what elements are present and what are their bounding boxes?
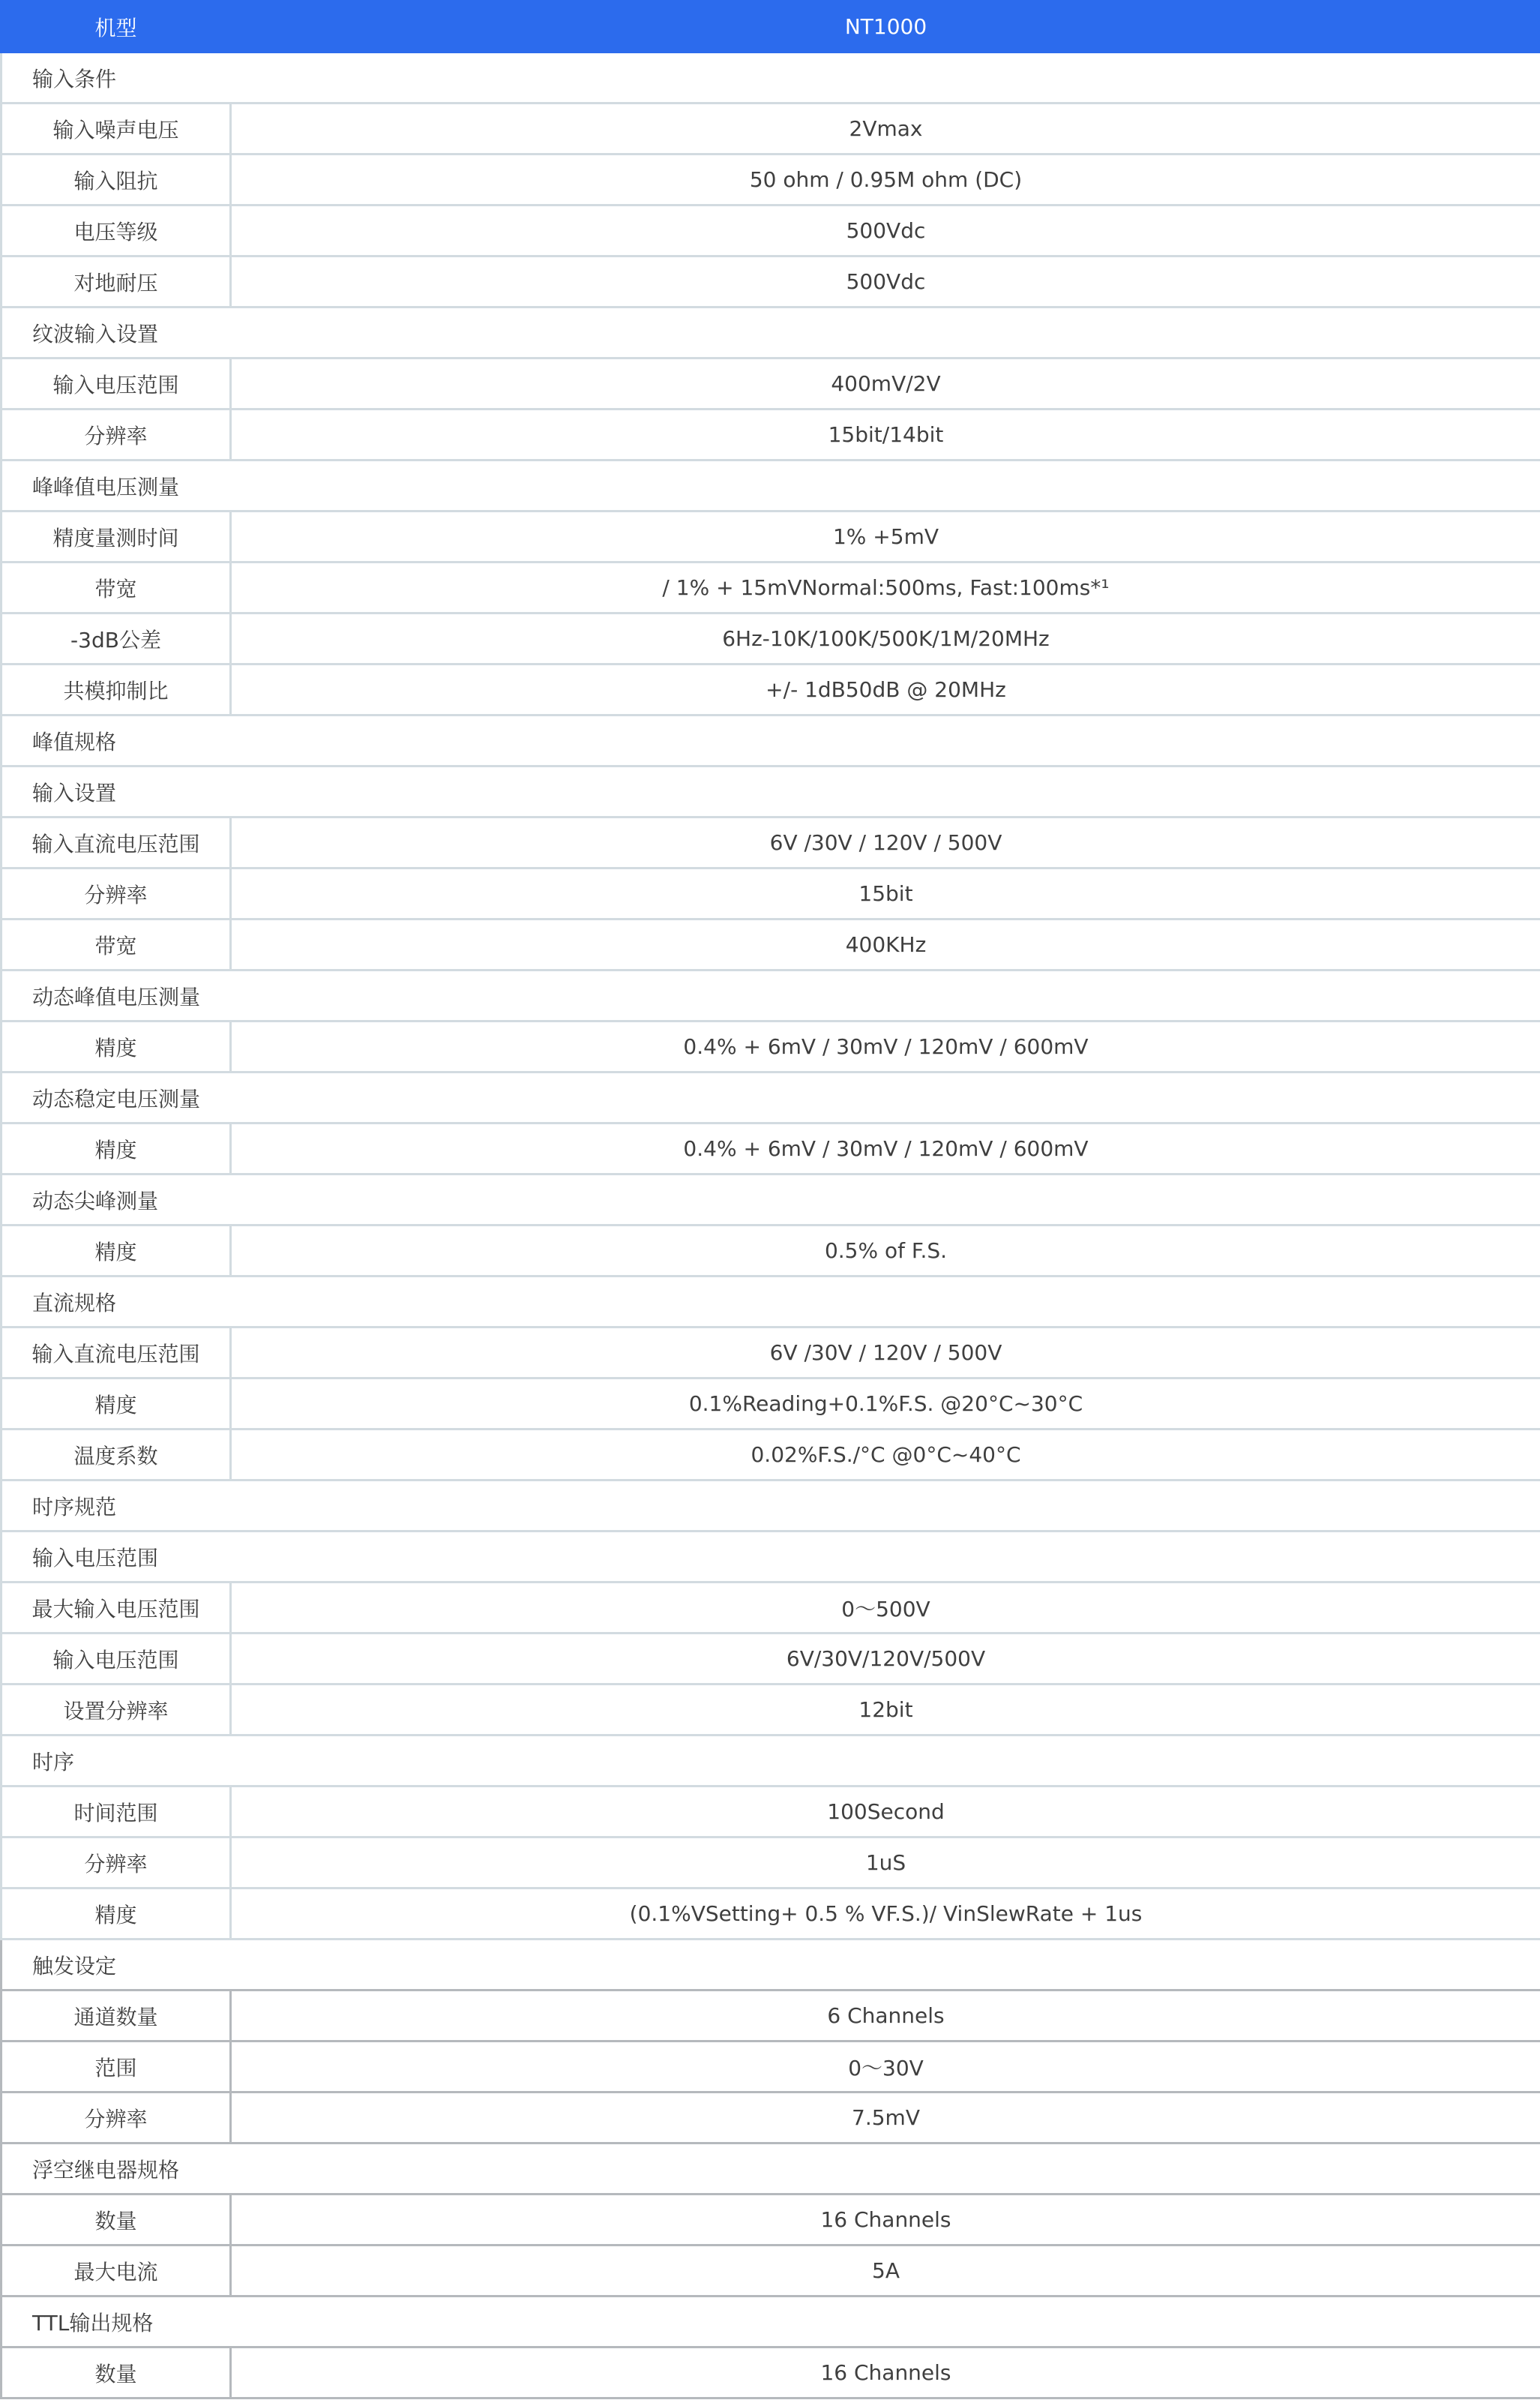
table-row	[1, 818, 1540, 868]
spec-label: 输入直流电压范围	[1, 1328, 231, 1378]
section-row	[1, 2144, 1540, 2194]
section-heading: 输入设置	[1, 766, 1540, 818]
spec-label: 通道数量	[1, 1990, 231, 2042]
table-row	[1, 358, 1540, 410]
spec-value: 12bit	[231, 1684, 1540, 1736]
spec-label: 精度	[1, 1022, 231, 1072]
table-row	[1, 154, 1540, 206]
spec-value: 0.02%F.S./°C @0°C~40°C	[231, 1430, 1540, 1480]
table-row	[1, 920, 1540, 970]
spec-label: 输入噪声电压	[1, 104, 231, 154]
spec-value: 6V /30V / 120V / 500V	[231, 818, 1540, 868]
section-row	[1, 308, 1540, 358]
section-heading: 直流规格	[1, 1276, 1540, 1328]
table-row	[1, 2246, 1540, 2296]
table-row	[1, 1786, 1540, 1838]
spec-value: 400KHz	[231, 920, 1540, 970]
table-row	[1, 1430, 1540, 1480]
section-heading: 纹波输入设置	[1, 308, 1540, 358]
spec-label: 电压等级	[1, 206, 231, 256]
spec-label: 分辨率	[1, 1838, 231, 1888]
spec-label: 范围	[1, 2042, 231, 2092]
spec-value: 6Hz-10K/100K/500K/1M/20MHz	[231, 614, 1540, 664]
spec-label: 精度	[1, 1378, 231, 1430]
section-row	[1, 766, 1540, 818]
section-row	[1, 1276, 1540, 1328]
spec-label: 分辨率	[1, 868, 231, 920]
table-row	[1, 256, 1540, 308]
table-row	[1, 1582, 1540, 1634]
table-row	[1, 664, 1540, 716]
table-row	[1, 2348, 1540, 2398]
section-row	[1, 52, 1540, 104]
table-row	[1, 1328, 1540, 1378]
table-row	[1, 2194, 1540, 2246]
table-row	[1, 1888, 1540, 1940]
spec-label: 分辨率	[1, 2092, 231, 2144]
table-row	[1, 1022, 1540, 1072]
table-row	[1, 1124, 1540, 1174]
spec-label: 精度量测时间	[1, 512, 231, 562]
spec-value: / 1% + 15mVNormal:500ms, Fast:100ms*¹	[231, 562, 1540, 614]
section-heading: 输入电压范围	[1, 1532, 1540, 1582]
spec-value: 15bit/14bit	[231, 410, 1540, 460]
section-row	[1, 2296, 1540, 2348]
spec-label: 精度	[1, 1888, 231, 1940]
spec-value: +/- 1dB50dB @ 20MHz	[231, 664, 1540, 716]
section-row	[1, 1174, 1540, 1226]
spec-value: 6V/30V/120V/500V	[231, 1634, 1540, 1684]
section-row	[1, 1480, 1540, 1532]
section-heading: 触发设定	[1, 1940, 1540, 1990]
spec-value: 16 Channels	[231, 2348, 1540, 2398]
table-row	[1, 1634, 1540, 1684]
spec-value: 0～30V	[231, 2042, 1540, 2092]
spec-value: 400mV/2V	[231, 358, 1540, 410]
section-row	[1, 1532, 1540, 1582]
header-row	[1, 2, 1540, 52]
spec-value: 1uS	[231, 1838, 1540, 1888]
table-row	[1, 1838, 1540, 1888]
section-heading: 浮空继电器规格	[1, 2144, 1540, 2194]
spec-label: 输入电压范围	[1, 1634, 231, 1684]
spec-label: 输入阻抗	[1, 154, 231, 206]
section-row	[1, 1736, 1540, 1786]
table-row	[1, 206, 1540, 256]
spec-label: -3dB公差	[1, 614, 231, 664]
spec-value: 2Vmax	[231, 104, 1540, 154]
spec-value: 500Vdc	[231, 206, 1540, 256]
spec-value: (0.1%VSetting+ 0.5 % VF.S.)/ VinSlewRate + 1us	[231, 1888, 1540, 1940]
spec-label: 精度	[1, 1226, 231, 1276]
spec-table-body	[1, 2, 1540, 2398]
section-heading: 时序	[1, 1736, 1540, 1786]
section-heading: 峰峰值电压测量	[1, 460, 1540, 512]
table-row	[1, 868, 1540, 920]
spec-label: 数量	[1, 2194, 231, 2246]
section-row	[1, 970, 1540, 1022]
section-heading: 输入条件	[1, 52, 1540, 104]
spec-value: 50 ohm / 0.95M ohm (DC)	[231, 154, 1540, 206]
section-heading: 动态峰值电压测量	[1, 970, 1540, 1022]
spec-value: 15bit	[231, 868, 1540, 920]
spec-label: 温度系数	[1, 1430, 231, 1480]
table-row	[1, 1226, 1540, 1276]
table-row	[1, 614, 1540, 664]
spec-label: 带宽	[1, 562, 231, 614]
spec-value: 16 Channels	[231, 2194, 1540, 2246]
section-row	[1, 716, 1540, 766]
spec-value: 100Second	[231, 1786, 1540, 1838]
spec-value: 500Vdc	[231, 256, 1540, 308]
spec-label: 时间范围	[1, 1786, 231, 1838]
header-label: 机型	[1, 2, 231, 52]
spec-label: 分辨率	[1, 410, 231, 460]
spec-label: 输入电压范围	[1, 358, 231, 410]
spec-value: 0.4% + 6mV / 30mV / 120mV / 600mV	[231, 1022, 1540, 1072]
spec-value: 0～500V	[231, 1582, 1540, 1634]
section-heading: 动态尖峰测量	[1, 1174, 1540, 1226]
table-row	[1, 104, 1540, 154]
spec-value: 5A	[231, 2246, 1540, 2296]
section-row	[1, 460, 1540, 512]
spec-label: 最大电流	[1, 2246, 231, 2296]
table-row	[1, 562, 1540, 614]
spec-label: 共模抑制比	[1, 664, 231, 716]
spec-value: 0.1%Reading+0.1%F.S. @20°C~30°C	[231, 1378, 1540, 1430]
spec-label: 最大输入电压范围	[1, 1582, 231, 1634]
header-value: NT1000	[231, 2, 1540, 52]
table-row	[1, 512, 1540, 562]
section-heading: TTL输出规格	[1, 2296, 1540, 2348]
section-heading: 时序规范	[1, 1480, 1540, 1532]
table-row	[1, 1684, 1540, 1736]
table-row	[1, 2092, 1540, 2144]
spec-label: 输入直流电压范围	[1, 818, 231, 868]
spec-value: 7.5mV	[231, 2092, 1540, 2144]
table-row	[1, 1378, 1540, 1430]
spec-label: 设置分辨率	[1, 1684, 231, 1736]
spec-value: 1% +5mV	[231, 512, 1540, 562]
section-row	[1, 1940, 1540, 1990]
spec-label: 对地耐压	[1, 256, 231, 308]
spec-label: 数量	[1, 2348, 231, 2398]
section-row	[1, 1072, 1540, 1124]
table-row	[1, 2042, 1540, 2092]
spec-label: 带宽	[1, 920, 231, 970]
spec-value: 6 Channels	[231, 1990, 1540, 2042]
section-heading: 峰值规格	[1, 716, 1540, 766]
spec-label: 精度	[1, 1124, 231, 1174]
spec-value: 0.5% of F.S.	[231, 1226, 1540, 1276]
spec-value: 0.4% + 6mV / 30mV / 120mV / 600mV	[231, 1124, 1540, 1174]
table-row	[1, 1990, 1540, 2042]
section-heading: 动态稳定电压测量	[1, 1072, 1540, 1124]
spec-value: 6V /30V / 120V / 500V	[231, 1328, 1540, 1378]
table-row	[1, 410, 1540, 460]
